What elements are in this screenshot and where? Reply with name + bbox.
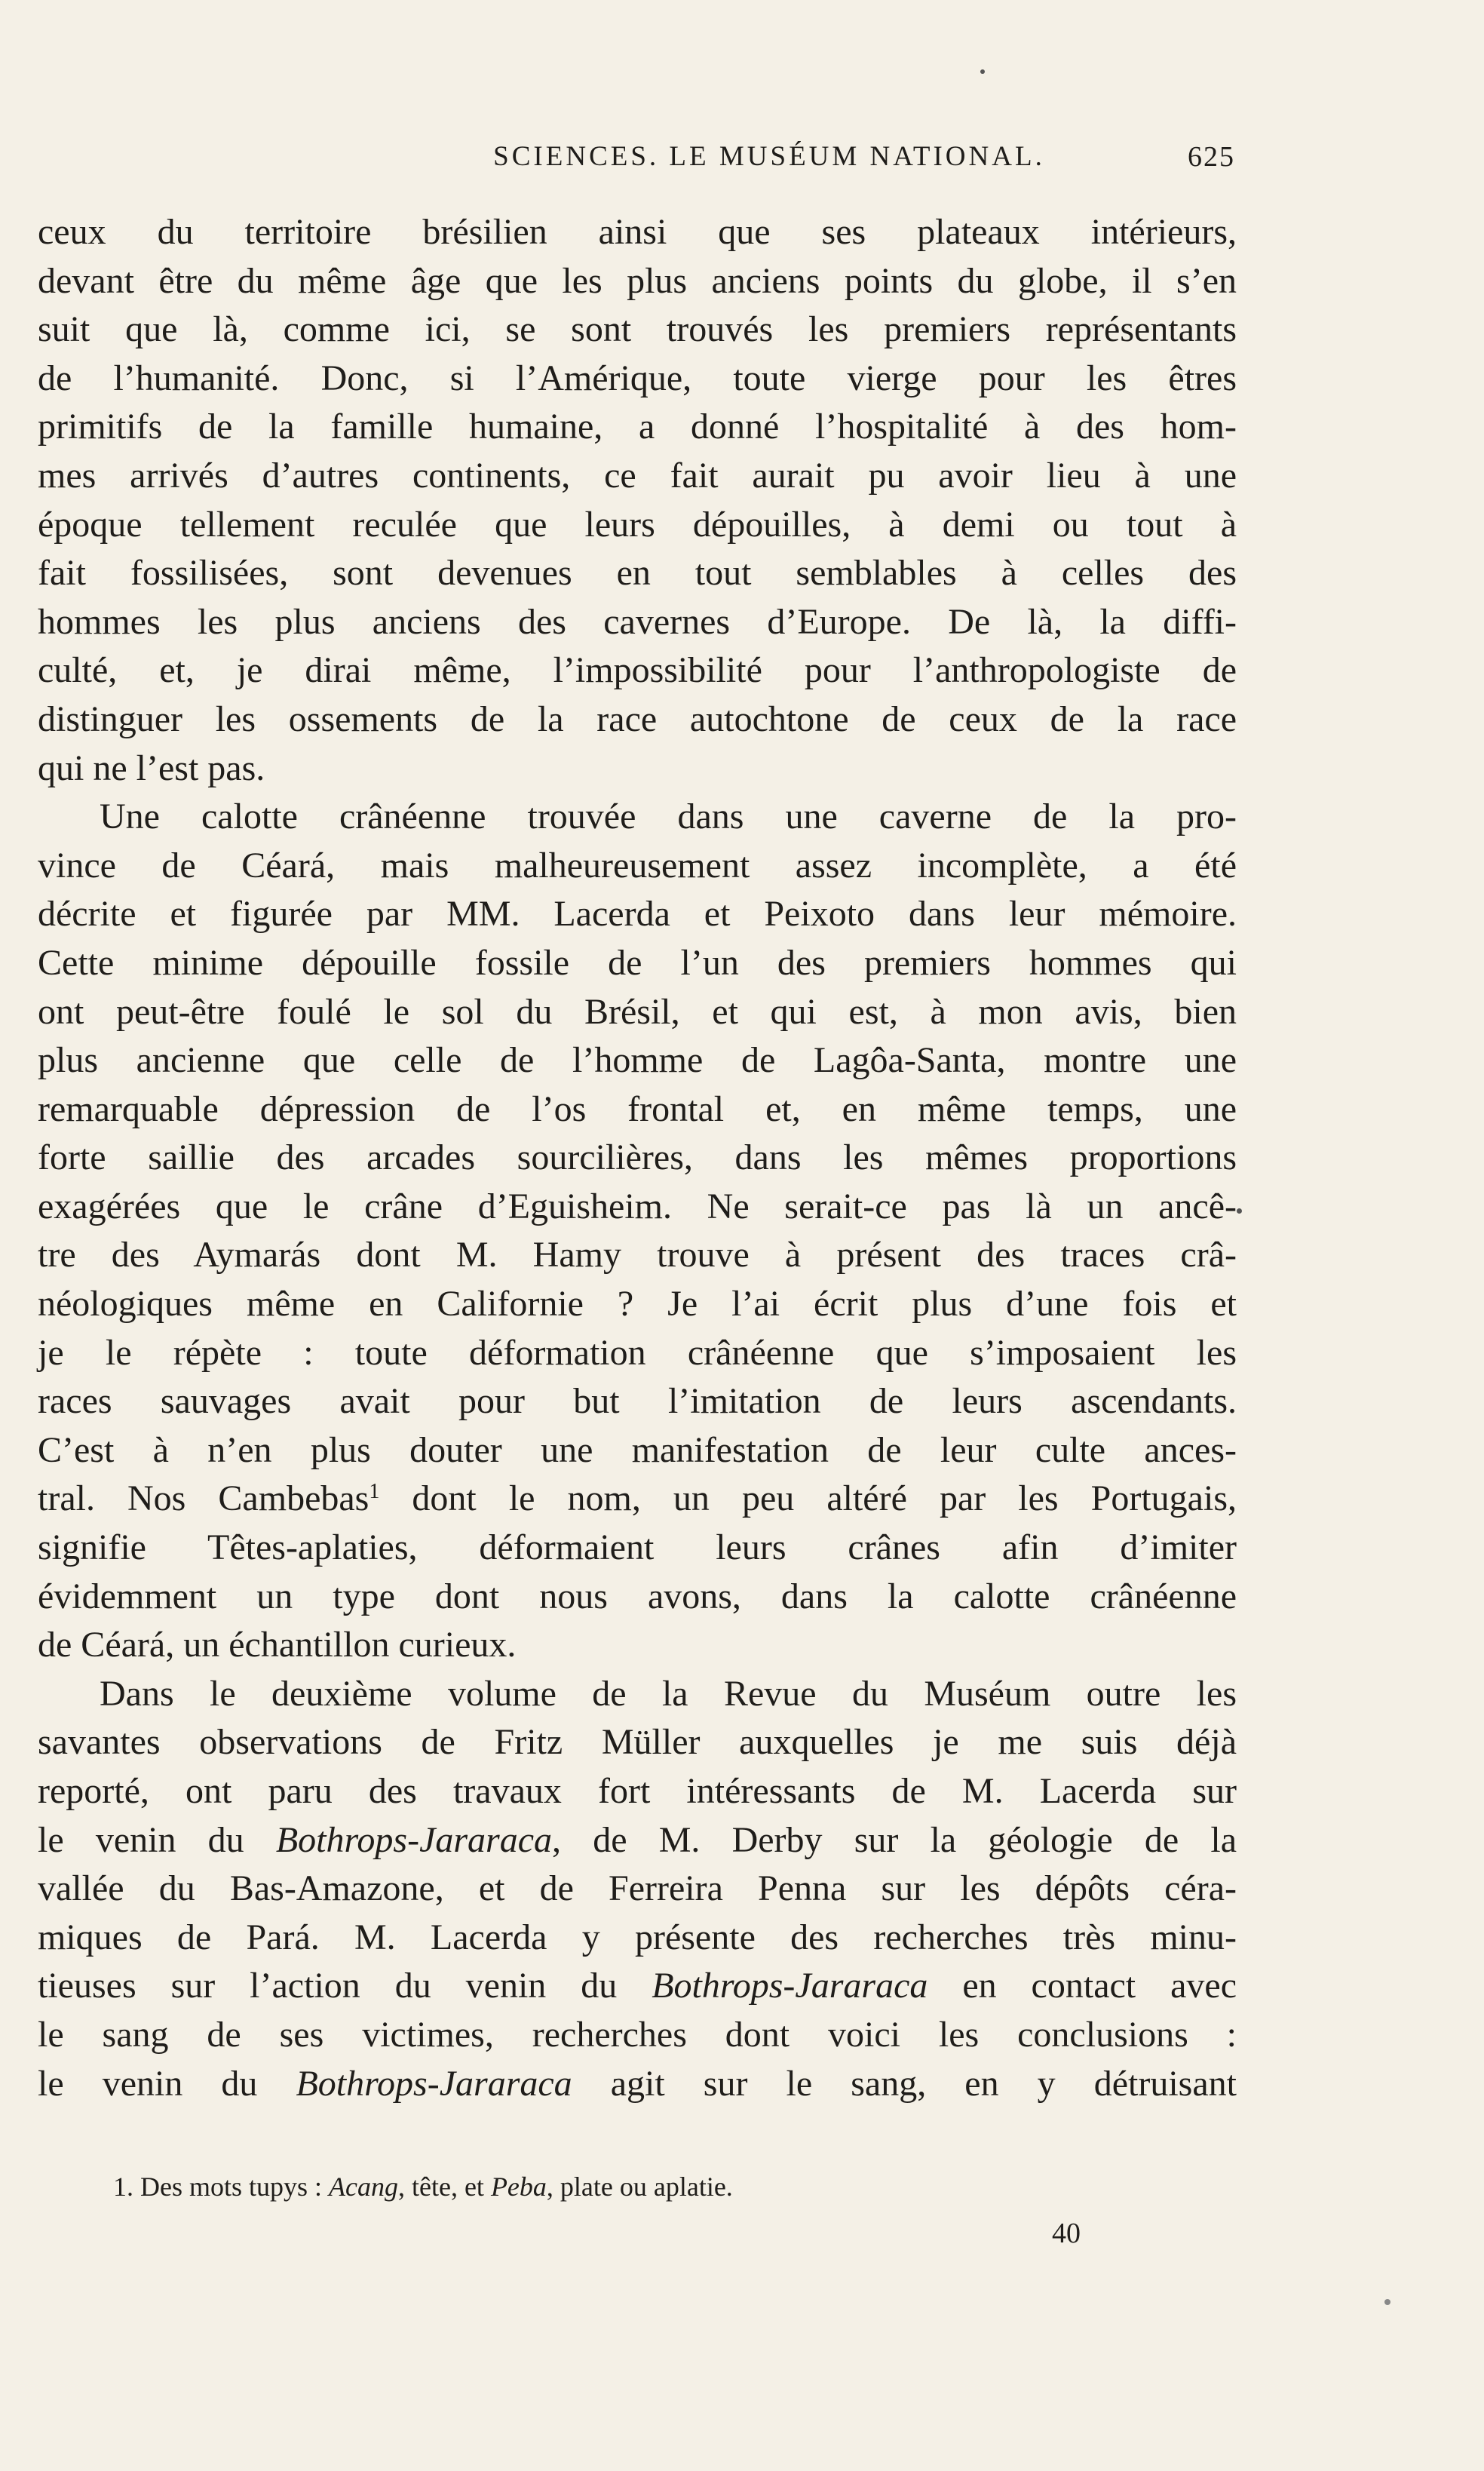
text-line: ceux du territoire brésilien ainsi que ses plateaux intérieurs,	[38, 212, 1237, 252]
text-line: C’est à n’en plus douter une manifestation de leur culte ances-	[38, 1429, 1237, 1470]
text-line-with-italic	[38, 1816, 1237, 1865]
signature-mark: 40	[1052, 2218, 1081, 2249]
line-segment: tral. Nos Cambebas	[38, 1478, 369, 1519]
text-line: savantes observations de Fritz Müller auxquelles je me suis déjà	[38, 1722, 1237, 1763]
species-name: Bothrops-Jararaca	[275, 1819, 553, 1860]
footnote	[113, 2171, 733, 2202]
text-line: reporté, ont paru des travaux fort intéressants de M. Lacerda sur	[38, 1771, 1237, 1811]
line-segment: , de M. Derby sur la géologie de la	[552, 1819, 1237, 1860]
text-line: distinguer les ossements de la race autochtone de ceux de la race	[38, 698, 1237, 739]
paper-speck	[1237, 1208, 1242, 1214]
text-line: exagérées que le crâne d’Eguisheim. Ne serait-ce pas là un ancê-	[38, 1186, 1237, 1226]
text-line: néologiques même en Californie ? Je l’ai écrit plus d’une fois et	[38, 1284, 1237, 1325]
text-line: Une calotte crânéenne trouvée dans une caverne de la pro-	[100, 797, 1237, 837]
text-line: remarquable dépression de l’os frontal et, en même temps, une	[38, 1088, 1237, 1129]
text-line: plus ancienne que celle de l’homme de Lagôa-Santa, montre une	[38, 1040, 1237, 1081]
text-line-with-footnote-ref	[38, 1475, 1237, 1524]
body-text	[38, 208, 1237, 2108]
species-name: Bothrops-Jararaca	[652, 1966, 928, 2006]
footnote-number: 1.	[113, 2172, 133, 2202]
text-line: hommes les plus anciens des cavernes d’Europe. De là, la diffi-	[38, 601, 1237, 642]
line-segment: tieuses sur l’action du venin du	[38, 1966, 652, 2006]
text-line: primitifs de la famille humaine, a donné l’hospitalité à des hom-	[38, 407, 1237, 447]
text-line: culté, et, je dirai même, l’impossibilité pour l’anthropologiste de	[38, 650, 1237, 691]
text-line-with-italic	[38, 1962, 1237, 2011]
text-line: vallée du Bas-Amazone, et de Ferreira Penna sur les dépôts céra-	[38, 1868, 1237, 1909]
text-line: devant être du même âge que les plus anciens points du globe, il s’en	[38, 260, 1237, 301]
text-line: miques de Pará. M. Lacerda y présente des recherches très minu-	[38, 1917, 1237, 1957]
text-line: forte saillie des arcades sourcilières, dans les mêmes proportions	[38, 1137, 1237, 1178]
paper-speck	[1384, 2299, 1390, 2305]
footnote-text: Des mots tupys :	[133, 2172, 330, 2202]
text-line: signifie Têtes-aplaties, déformaient leurs crânes afin d’imiter	[38, 1527, 1237, 1568]
text-line: je le répète : toute déformation crânéenne que s’imposaient les	[38, 1332, 1237, 1373]
footnote-text: , tête, et	[397, 2172, 491, 2202]
text-line-with-italic	[38, 2060, 1237, 2109]
text-line: tre des Aymarás dont M. Hamy trouve à présent des traces crâ-	[38, 1235, 1237, 1275]
line-segment: en contact avec	[928, 1966, 1237, 2006]
text-line: qui ne l’est pas.	[38, 747, 265, 788]
text-line: le sang de ses victimes, recherches dont voici les conclusions :	[38, 2014, 1237, 2055]
text-line: ont peut-être foulé le sol du Brésil, et qui est, à mon avis, bien	[38, 991, 1237, 1032]
text-line: races sauvages avait pour but l’imitation de leurs ascendants.	[38, 1381, 1237, 1422]
footnote-text: , plate ou aplatie.	[546, 2172, 733, 2202]
text-line: Cette minime dépouille fossile de l’un des premiers hommes qui	[38, 942, 1237, 983]
species-name: Bothrops-Jararaca	[296, 2063, 572, 2104]
text-line: fait fossilisées, sont devenues en tout semblables à celles des	[38, 553, 1237, 594]
page-number: 625	[1188, 141, 1235, 173]
footnote-term: Acang	[329, 2172, 398, 2202]
text-line: décrite et figurée par MM. Lacerda et Peixoto dans leur mémoire.	[38, 894, 1237, 935]
line-segment: le venin du	[38, 1819, 276, 1860]
line-segment: dont le nom, un peu altéré par les Portugais,	[379, 1478, 1237, 1519]
text-line: mes arrivés d’autres continents, ce fait aurait pu avoir lieu à une	[38, 455, 1237, 496]
footnote-reference: 1	[369, 1480, 380, 1504]
text-line: époque tellement reculée que leurs dépouilles, à demi ou tout à	[38, 504, 1237, 545]
text-line: Dans le deuxième volume de la Revue du Muséum outre les	[100, 1673, 1237, 1714]
line-segment: agit sur le sang, en y détruisant	[572, 2063, 1237, 2104]
text-line: de Céará, un échantillon curieux.	[38, 1625, 517, 1665]
paper-speck	[980, 69, 985, 74]
text-line: vince de Céará, mais malheureusement assez incomplète, a été	[38, 845, 1237, 886]
text-line: de l’humanité. Donc, si l’Amérique, toute vierge pour les êtres	[38, 358, 1237, 398]
line-segment: le venin du	[38, 2063, 296, 2104]
text-line: évidemment un type dont nous avons, dans la calotte crânéenne	[38, 1576, 1237, 1616]
running-head-title: SCIENCES. LE MUSÉUM NATIONAL.	[493, 141, 1045, 172]
footnote-term: Peba	[490, 2172, 547, 2202]
text-line: suit que là, comme ici, se sont trouvés les premiers représentants	[38, 309, 1237, 350]
